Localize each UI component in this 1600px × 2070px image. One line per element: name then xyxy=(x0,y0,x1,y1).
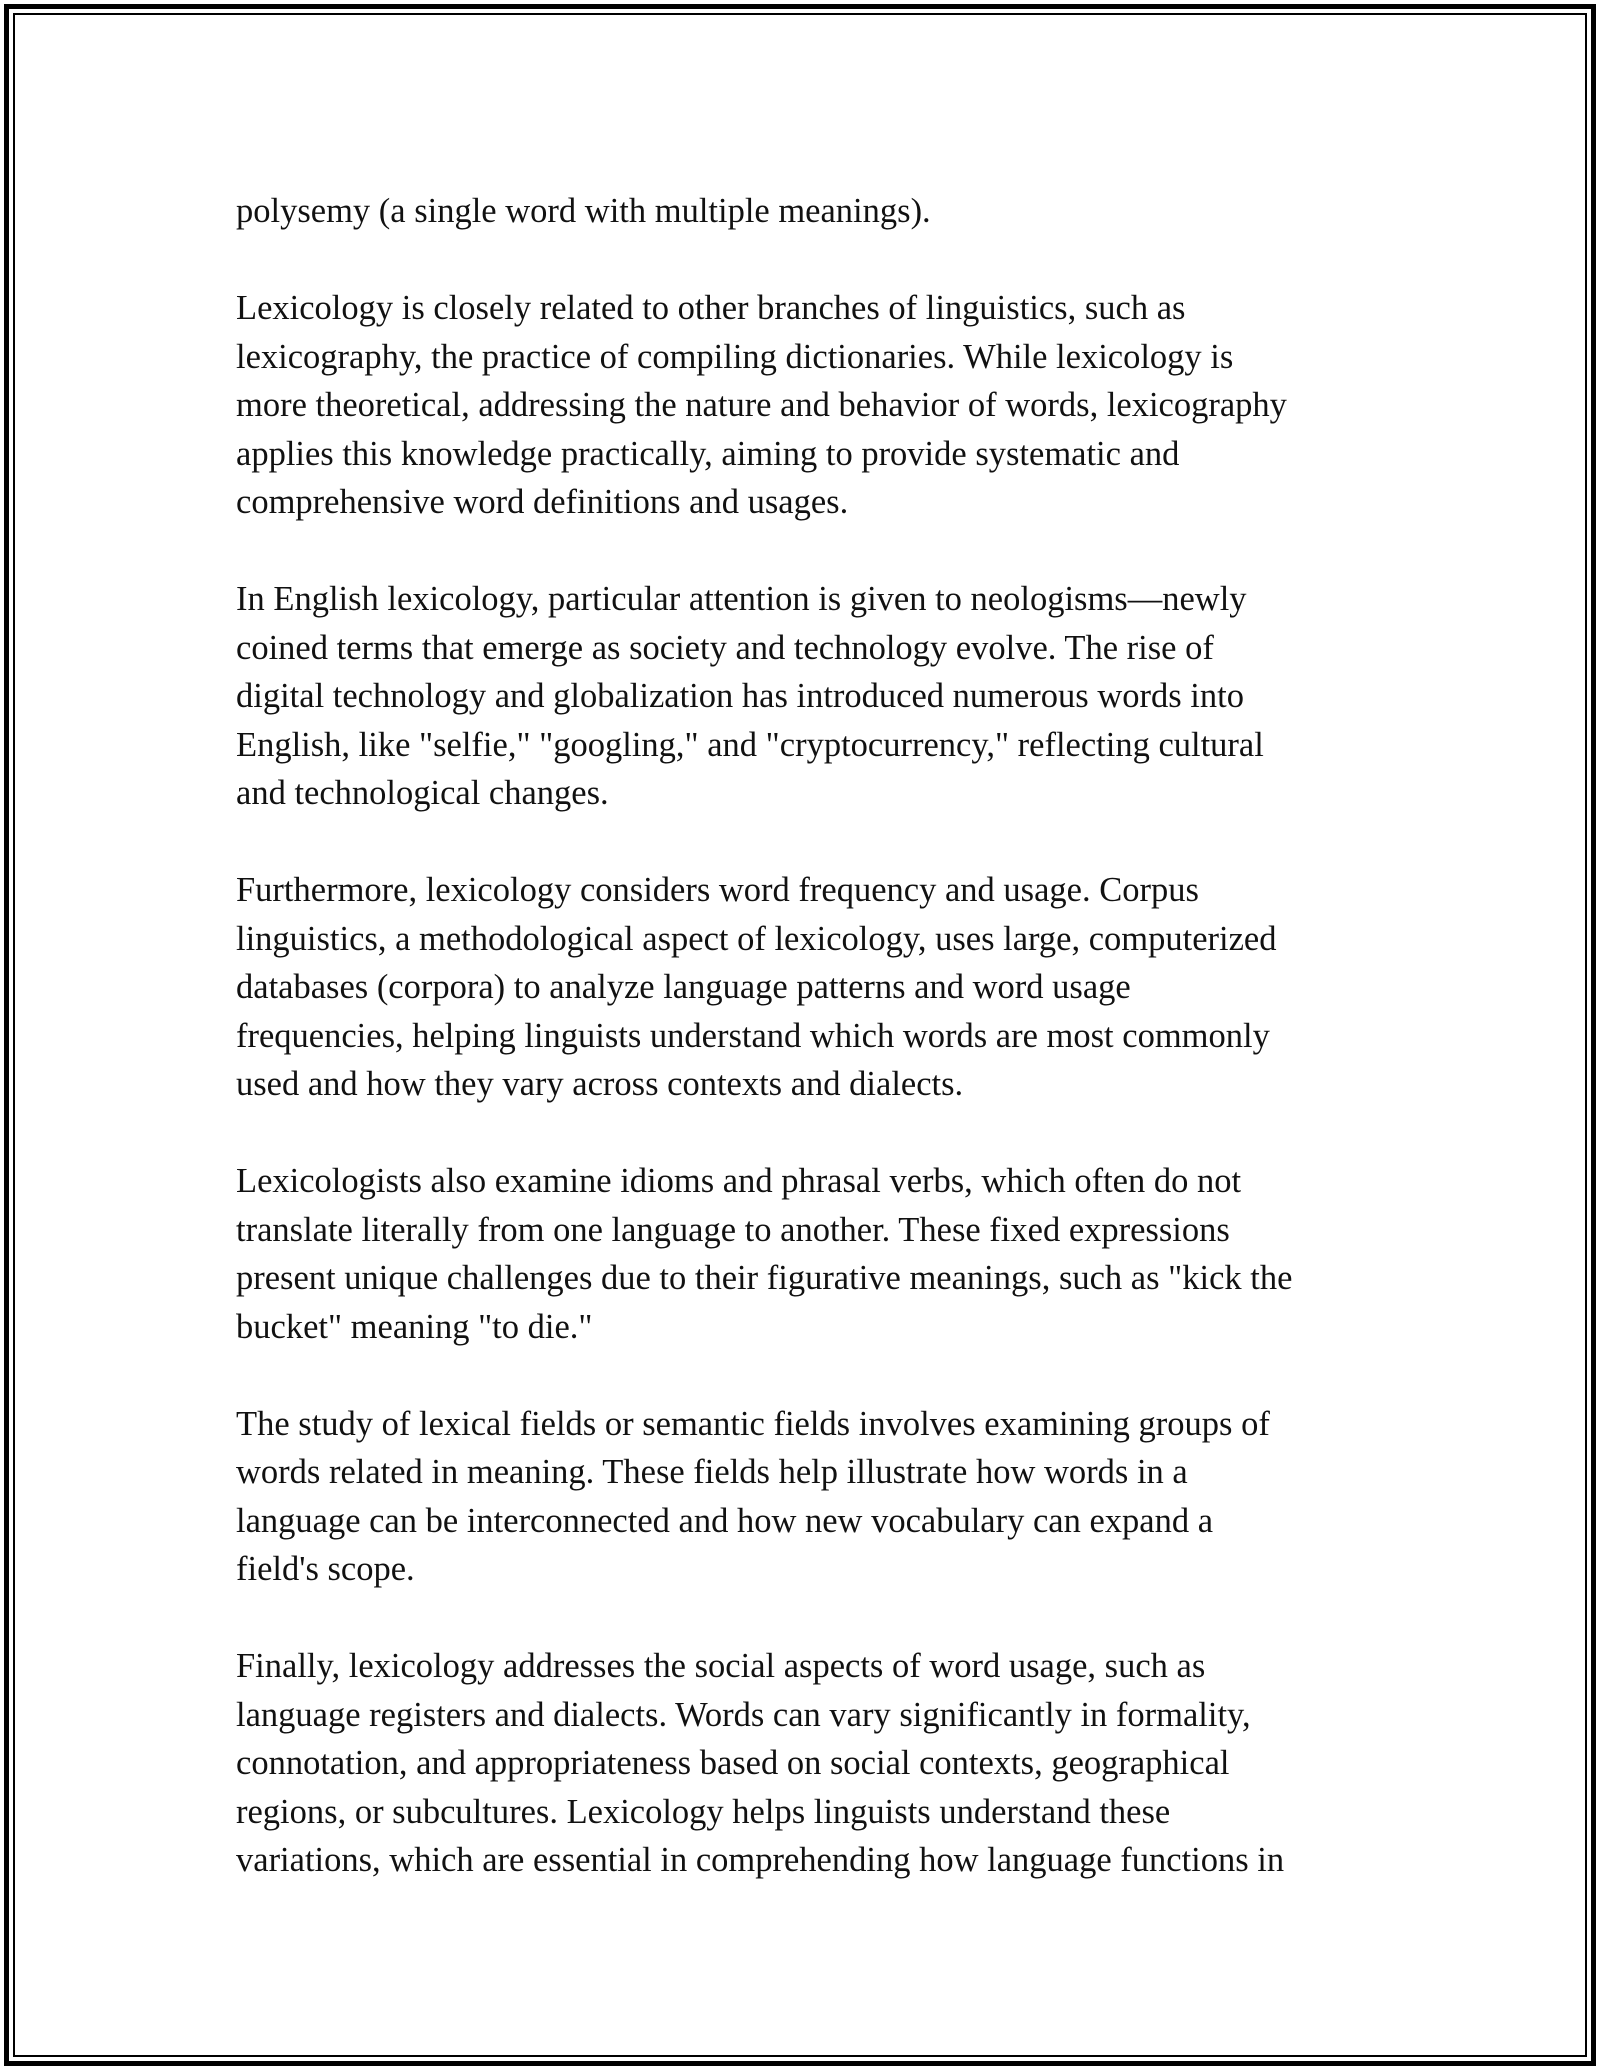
text-line: frequencies, helping linguists understand which words are most commonly xyxy=(236,1016,1270,1055)
text-line: present unique challenges due to their figurative meanings, such as "kick the xyxy=(236,1259,1293,1297)
text-line: Lexicology is closely related to other branches of linguistics, such as xyxy=(236,289,1186,327)
text-line: language registers and dialects. Words can vary significantly in formality, xyxy=(236,1695,1251,1734)
text-line: The study of lexical fields or semantic fields involves examining groups of xyxy=(236,1404,1270,1443)
text-line: words related in meaning. These fields help illustrate how words in a xyxy=(236,1453,1188,1491)
text-line: Furthermore, lexicology considers word frequency and usage. Corpus xyxy=(236,871,1199,909)
text-line: Lexicologists also examine idioms and phrasal verbs, which often do not xyxy=(236,1162,1242,1200)
text-line: language can be interconnected and how new vocabulary can expand a xyxy=(236,1501,1214,1540)
document-body xyxy=(236,187,1366,1933)
text-line: In English lexicology, particular attention is given to neologisms—newly xyxy=(236,580,1247,618)
text-line: translate literally from one language to another. These fixed expressions xyxy=(236,1210,1230,1249)
paragraph-corpus xyxy=(236,866,1366,1109)
text-line: more theoretical, addressing the nature and behavior of words, lexicography xyxy=(236,386,1287,424)
text-line: digital technology and globalization has introduced numerous words into xyxy=(236,677,1244,715)
text-line: coined terms that emerge as society and technology evolve. The rise of xyxy=(236,628,1214,667)
text-line: applies this knowledge practically, aiming to provide systematic and xyxy=(236,434,1180,473)
text-line: regions, or subcultures. Lexicology helps linguists understand these xyxy=(236,1792,1171,1831)
text-line: lexicography, the practice of compiling dictionaries. While lexicology is xyxy=(236,337,1234,376)
text-line: polysemy (a single word with multiple meanings). xyxy=(236,192,931,230)
paragraph-idioms xyxy=(236,1157,1366,1351)
text-line: connotation, and appropriateness based on social contexts, geographical xyxy=(236,1744,1230,1782)
text-line: and technological changes. xyxy=(236,774,609,812)
paragraph-neologisms xyxy=(236,575,1366,818)
text-line: English, like "selfie," "googling," and "cryptocurrency," reflecting cultural xyxy=(236,725,1264,764)
paragraph-polysemy xyxy=(236,187,1366,236)
text-line: Finally, lexicology addresses the social aspects of word usage, such as xyxy=(236,1647,1206,1685)
text-line: linguistics, a methodological aspect of lexicology, uses large, computerized xyxy=(236,919,1277,958)
paragraph-lexicography xyxy=(236,284,1366,527)
text-line: field's scope. xyxy=(236,1550,415,1588)
paragraph-lexical-fields xyxy=(236,1400,1366,1594)
text-line: bucket" meaning "to die." xyxy=(236,1307,593,1346)
text-line: used and how they vary across contexts and dialects. xyxy=(236,1065,964,1103)
text-line: databases (corpora) to analyze language patterns and word usage xyxy=(236,968,1131,1006)
paragraph-social-aspects xyxy=(236,1642,1366,1885)
text-line: comprehensive word definitions and usages. xyxy=(236,483,849,521)
text-line: variations, which are essential in comprehending how language functions in xyxy=(236,1841,1285,1879)
